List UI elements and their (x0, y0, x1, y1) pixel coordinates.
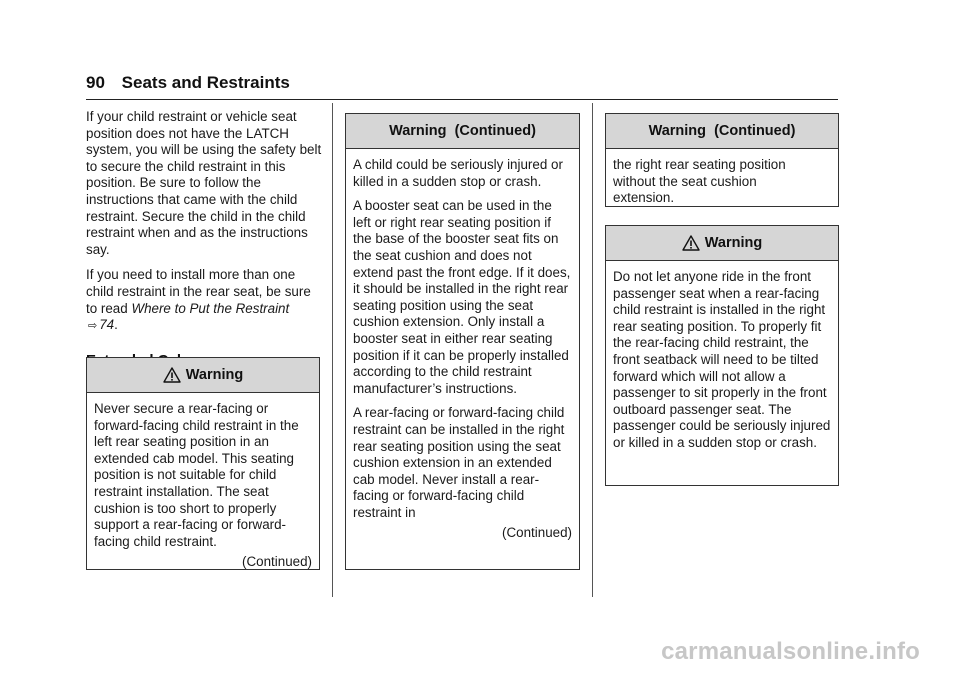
warning-box-continued-right (605, 113, 839, 207)
warning-title: Warning (704, 235, 763, 251)
warning-title-bar (346, 114, 579, 149)
site-watermark: carmanualsonline.info (661, 638, 920, 665)
warning-title-bar (606, 114, 838, 149)
body-paragraph-2 (86, 267, 322, 334)
warning-box-extended-cab (86, 357, 320, 570)
warning-body (87, 393, 319, 577)
warning-paragraph-3: A rear-facing or forward-facing child restraint can be installed in the right rear seating position using the seat cushion extension in an extended cab model. Never install a rear-facing or forward-facing child restraint in (353, 405, 565, 520)
cross-reference-page[interactable]: 74 (99, 317, 115, 333)
continued-label: (Continued) (242, 554, 312, 570)
continued-label: (Continued) (502, 525, 572, 541)
warning-paragraph-2: A booster seat can be used in the left or right rear seating position if the base of the booster seat fits on the seat cushion and does not extend past the front edge. If it does, it should be installed in the right rear seating position using the seat cushion extension. Only install a booster seat in either rear seating position if it can be properly installed according to the child restraint manufacturer’s instructions. (353, 198, 571, 396)
paragraph-2-text: If you need to install more than one child restraint in the rear seat, be sure to read (86, 267, 311, 316)
column-divider-2 (592, 103, 593, 597)
cross-reference-link[interactable]: Where to Put the Restraint (131, 300, 290, 316)
header-rule (86, 99, 838, 100)
page-header (86, 73, 290, 93)
warning-text: the right rear seating position without the seat cushion extension. (613, 157, 786, 206)
warning-body (606, 149, 838, 221)
section-title: Seats and Restraints (121, 73, 290, 92)
warning-text: Do not let anyone ride in the front passenger seat when a rear-facing child restraint is installed in the right rear seating position. To properly fit the rear-facing child restraint, the front seatback will need to be tilted forward which will not allow a passenger to sit properly in the front outboard passenger seat. The passenger could be seriously injured or killed in a sudden stop or crash. (613, 269, 831, 450)
warning-box-continued-middle (345, 113, 580, 570)
page-ref-arrow-icon: ⇨ (88, 320, 98, 333)
paragraph-2-tail: . (114, 317, 118, 333)
warning-triangle-icon (163, 367, 181, 383)
warning-title-bar (87, 358, 319, 393)
warning-box-front-passenger (605, 225, 839, 486)
warning-title: Warning (185, 367, 244, 383)
warning-body (346, 149, 579, 548)
warning-title-bar (606, 226, 838, 261)
warning-text: Never secure a rear-facing or forward-facing child restraint in the left rear seating position in an extended cab model. This seating position is not suitable for child restraint installation. The seat cushion is too short to properly support a rear-facing or forward-facing child restraint. (94, 401, 299, 549)
column-divider-1 (332, 103, 333, 597)
warning-paragraph-1: A child could be seriously injured or killed in a sudden stop or crash. (353, 157, 563, 189)
warning-triangle-icon (682, 235, 700, 251)
page-number: 90 (86, 73, 105, 92)
warning-title: Warning (Continued) (389, 123, 536, 139)
warning-title: Warning (Continued) (648, 123, 796, 139)
column-1 (86, 109, 322, 383)
warning-body (606, 261, 838, 466)
body-paragraph-1: If your child restraint or vehicle seat position does not have the LATCH system, you will be using the safety belt to secure the child restraint in this position. Be sure to follow the instructions that came with the child restraint. Secure the child in the child restraint when and as the instructions say. (86, 109, 322, 257)
